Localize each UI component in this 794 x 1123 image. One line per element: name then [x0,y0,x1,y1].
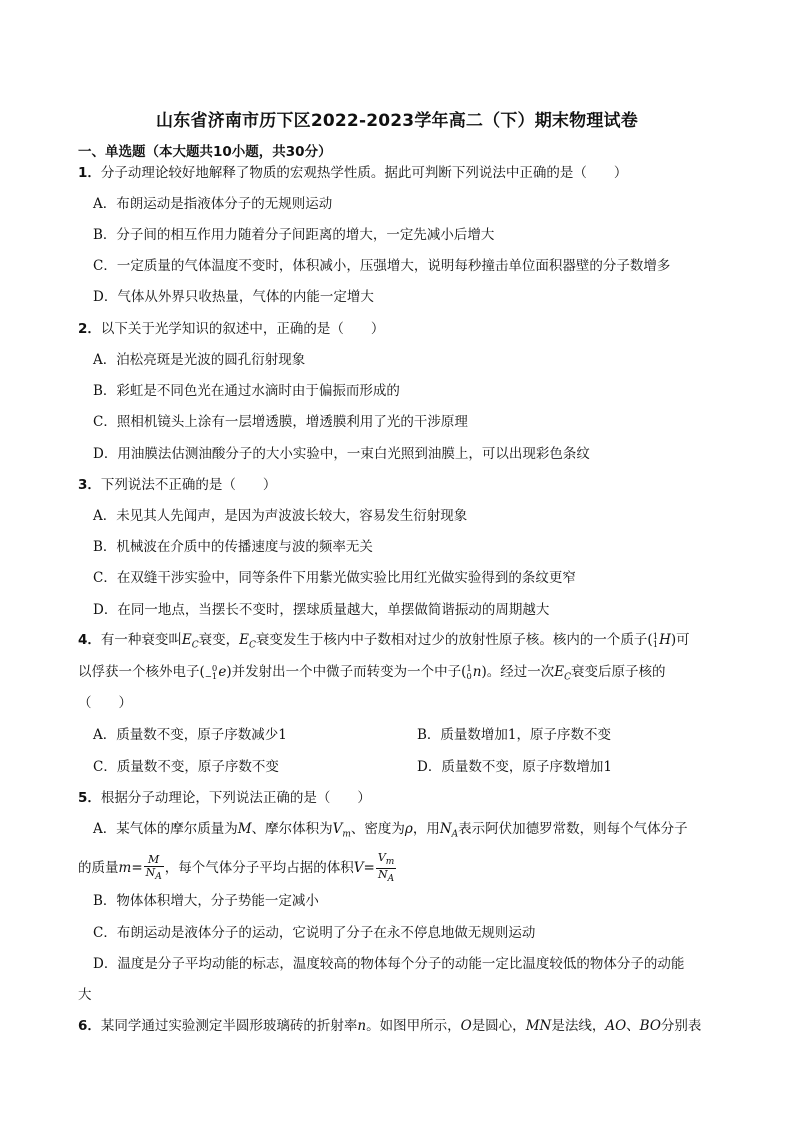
option-d: D．质量数不变，原子序数增加1 [417,759,612,775]
avogadro-symbol: $N_A$ [439,821,459,840]
option-b: B．机械波在介质中的传播速度与波的频率无关 [93,539,373,555]
option-d: D．气体从外界只收热量，气体的内能一定增大 [93,289,374,305]
text: ，用 [412,821,440,837]
question-3 [78,476,276,494]
option-b: B．物体体积增大，分子势能一定减小 [93,893,319,909]
text: 以俘获一个核外电子( [78,664,205,680]
neutron-symbol: n [472,664,482,680]
question-stem: 根据分子动理论，下列说法正确的是（ ） [100,790,371,806]
mass-symbol: m [118,860,132,877]
option-d: D．温度是分子平均动能的标志，温度较高的物体每个分子的动能一定比温度较低的物体分子的动能 [93,956,685,972]
text: 的质量 [78,860,119,877]
text: )可 [670,632,690,648]
ray-ao-symbol: AO [605,1018,627,1034]
neutron-isotope-notation: 1 0 [466,663,472,682]
molar-volume-symbol: $V_m$ [332,821,351,840]
question-4-line-2 [78,663,666,687]
question-number: 4． [78,632,101,648]
center-symbol: O [460,1018,472,1034]
option-a: A．质量数不变，原子序数减少1 [93,727,287,743]
option-a: A．未见其人先闻声，是因为声波波长较大，容易发生衍射现象 [93,508,468,524]
question-4-line-1 [78,631,690,655]
fraction-vm-over-na: $\frac{V_m}{N_A}$ [377,851,395,885]
option-c: C．布朗运动是液体分子的运动，它说明了分子在永不停息地做无规则运动 [93,925,536,941]
proton-isotope-notation: 1 1 [652,631,659,650]
question-number: 3． [78,477,101,493]
section-heading: 一、单选题（本大题共10小题，共30分） [78,144,332,160]
text: 是法线， [551,1018,606,1034]
electron-isotope-notation: 0 −1 [204,663,218,682]
text: 、 [626,1018,640,1034]
density-symbol: ρ [404,821,413,837]
ec-symbol: $E_C$ [181,632,199,651]
page-title: 山东省济南市历下区2022-2023学年高二（下）期末物理试卷 [156,111,638,131]
refractive-index-symbol: n [357,1018,367,1034]
molar-mass-symbol: M [237,821,252,837]
question-stem: 下列说法不正确的是（ ） [100,477,277,493]
question-1 [78,164,627,182]
option-b: B．彩虹是不同色光在通过水滴时由于偏振而形成的 [93,383,400,399]
option-d-continued: 大 [78,987,92,1003]
option-d: D．在同一地点，当摆长不变时，摆球质量越大，单摆做简谐振动的周期越大 [93,602,550,618]
option-a-line-2 [78,852,397,885]
volume-symbol: V [353,860,364,877]
text: 衰变， [198,632,240,648]
question-stem: 分子动理论较好地解释了物质的宏观热学性质。据此可判断下列说法中正确的是（ ） [100,165,628,181]
question-number: 6． [78,1018,101,1034]
ec-symbol: $E_C$ [554,664,572,683]
question-2 [78,320,384,338]
equals: = [131,860,143,877]
text: 。如图甲所示， [366,1018,461,1034]
text: 衰变后原子核的 [571,664,666,680]
text: A．某气体的摩尔质量为 [93,821,238,837]
option-c: C．在双缝干涉实验中，同等条件下用紫光做实验比用红光做实验得到的条纹更窄 [93,570,576,586]
option-a: A．泊松亮斑是光波的圆孔衍射现象 [93,352,306,368]
option-a: A．布朗运动是指液体分子的无规则运动 [93,196,333,212]
text: ，每个气体分子平均占据的体积 [164,860,354,877]
equals: = [363,860,375,877]
proton-symbol: H [659,632,671,648]
text: 表示阿伏加德罗常数，则每个气体分子 [458,821,688,837]
text: 、摩尔体积为 [251,821,333,837]
option-b: B．分子间的相互作用力随着分子间距离的增大，一定先减小后增大 [93,227,495,243]
text: )。经过一次 [481,664,555,680]
question-stem: 以下关于光学知识的叙述中，正确的是（ ） [100,321,385,337]
option-c: C．一定质量的气体温度不变时，体积减小，压强增大，说明每秒撞击单位面积器壁的分子数增多 [93,258,671,274]
question-5 [78,789,371,807]
text: 分别表 [660,1018,702,1034]
ec-symbol: $E_C$ [239,632,256,651]
option-a-line-1 [93,820,688,844]
text: 有一种衰变叫 [100,632,182,648]
question-4-blank: （ ） [78,695,132,711]
option-c: C．照相机镜头上涂有一层增透膜，增透膜利用了光的干涉原理 [93,414,468,430]
question-6 [78,1017,701,1035]
ray-bo-symbol: BO [639,1018,661,1034]
option-d: D．用油膜法估测油酸分子的大小实验中，一束白光照到油膜上，可以出现彩色条纹 [93,446,590,462]
text: 衰变发生于核内中子数相对过少的放射性原子核。核内的一个质子( [255,632,653,648]
question-number: 5． [78,790,101,806]
normal-symbol: MN [525,1018,552,1034]
electron-symbol: e [218,664,227,680]
option-b: B．质量数增加1，原子序数不变 [417,727,612,743]
question-number: 2． [78,321,101,337]
fraction-m-over-na: $\frac{M}{N_A}$ [145,853,162,883]
text: 是圆心， [471,1018,526,1034]
text: )并发射出一个中微子而转变为一个中子( [226,664,467,680]
text: 、密度为 [350,821,405,837]
text: 某同学通过实验测定半圆形玻璃砖的折射率 [100,1018,358,1034]
question-number: 1． [78,165,101,181]
option-c: C．质量数不变，原子序数不变 [93,759,279,775]
